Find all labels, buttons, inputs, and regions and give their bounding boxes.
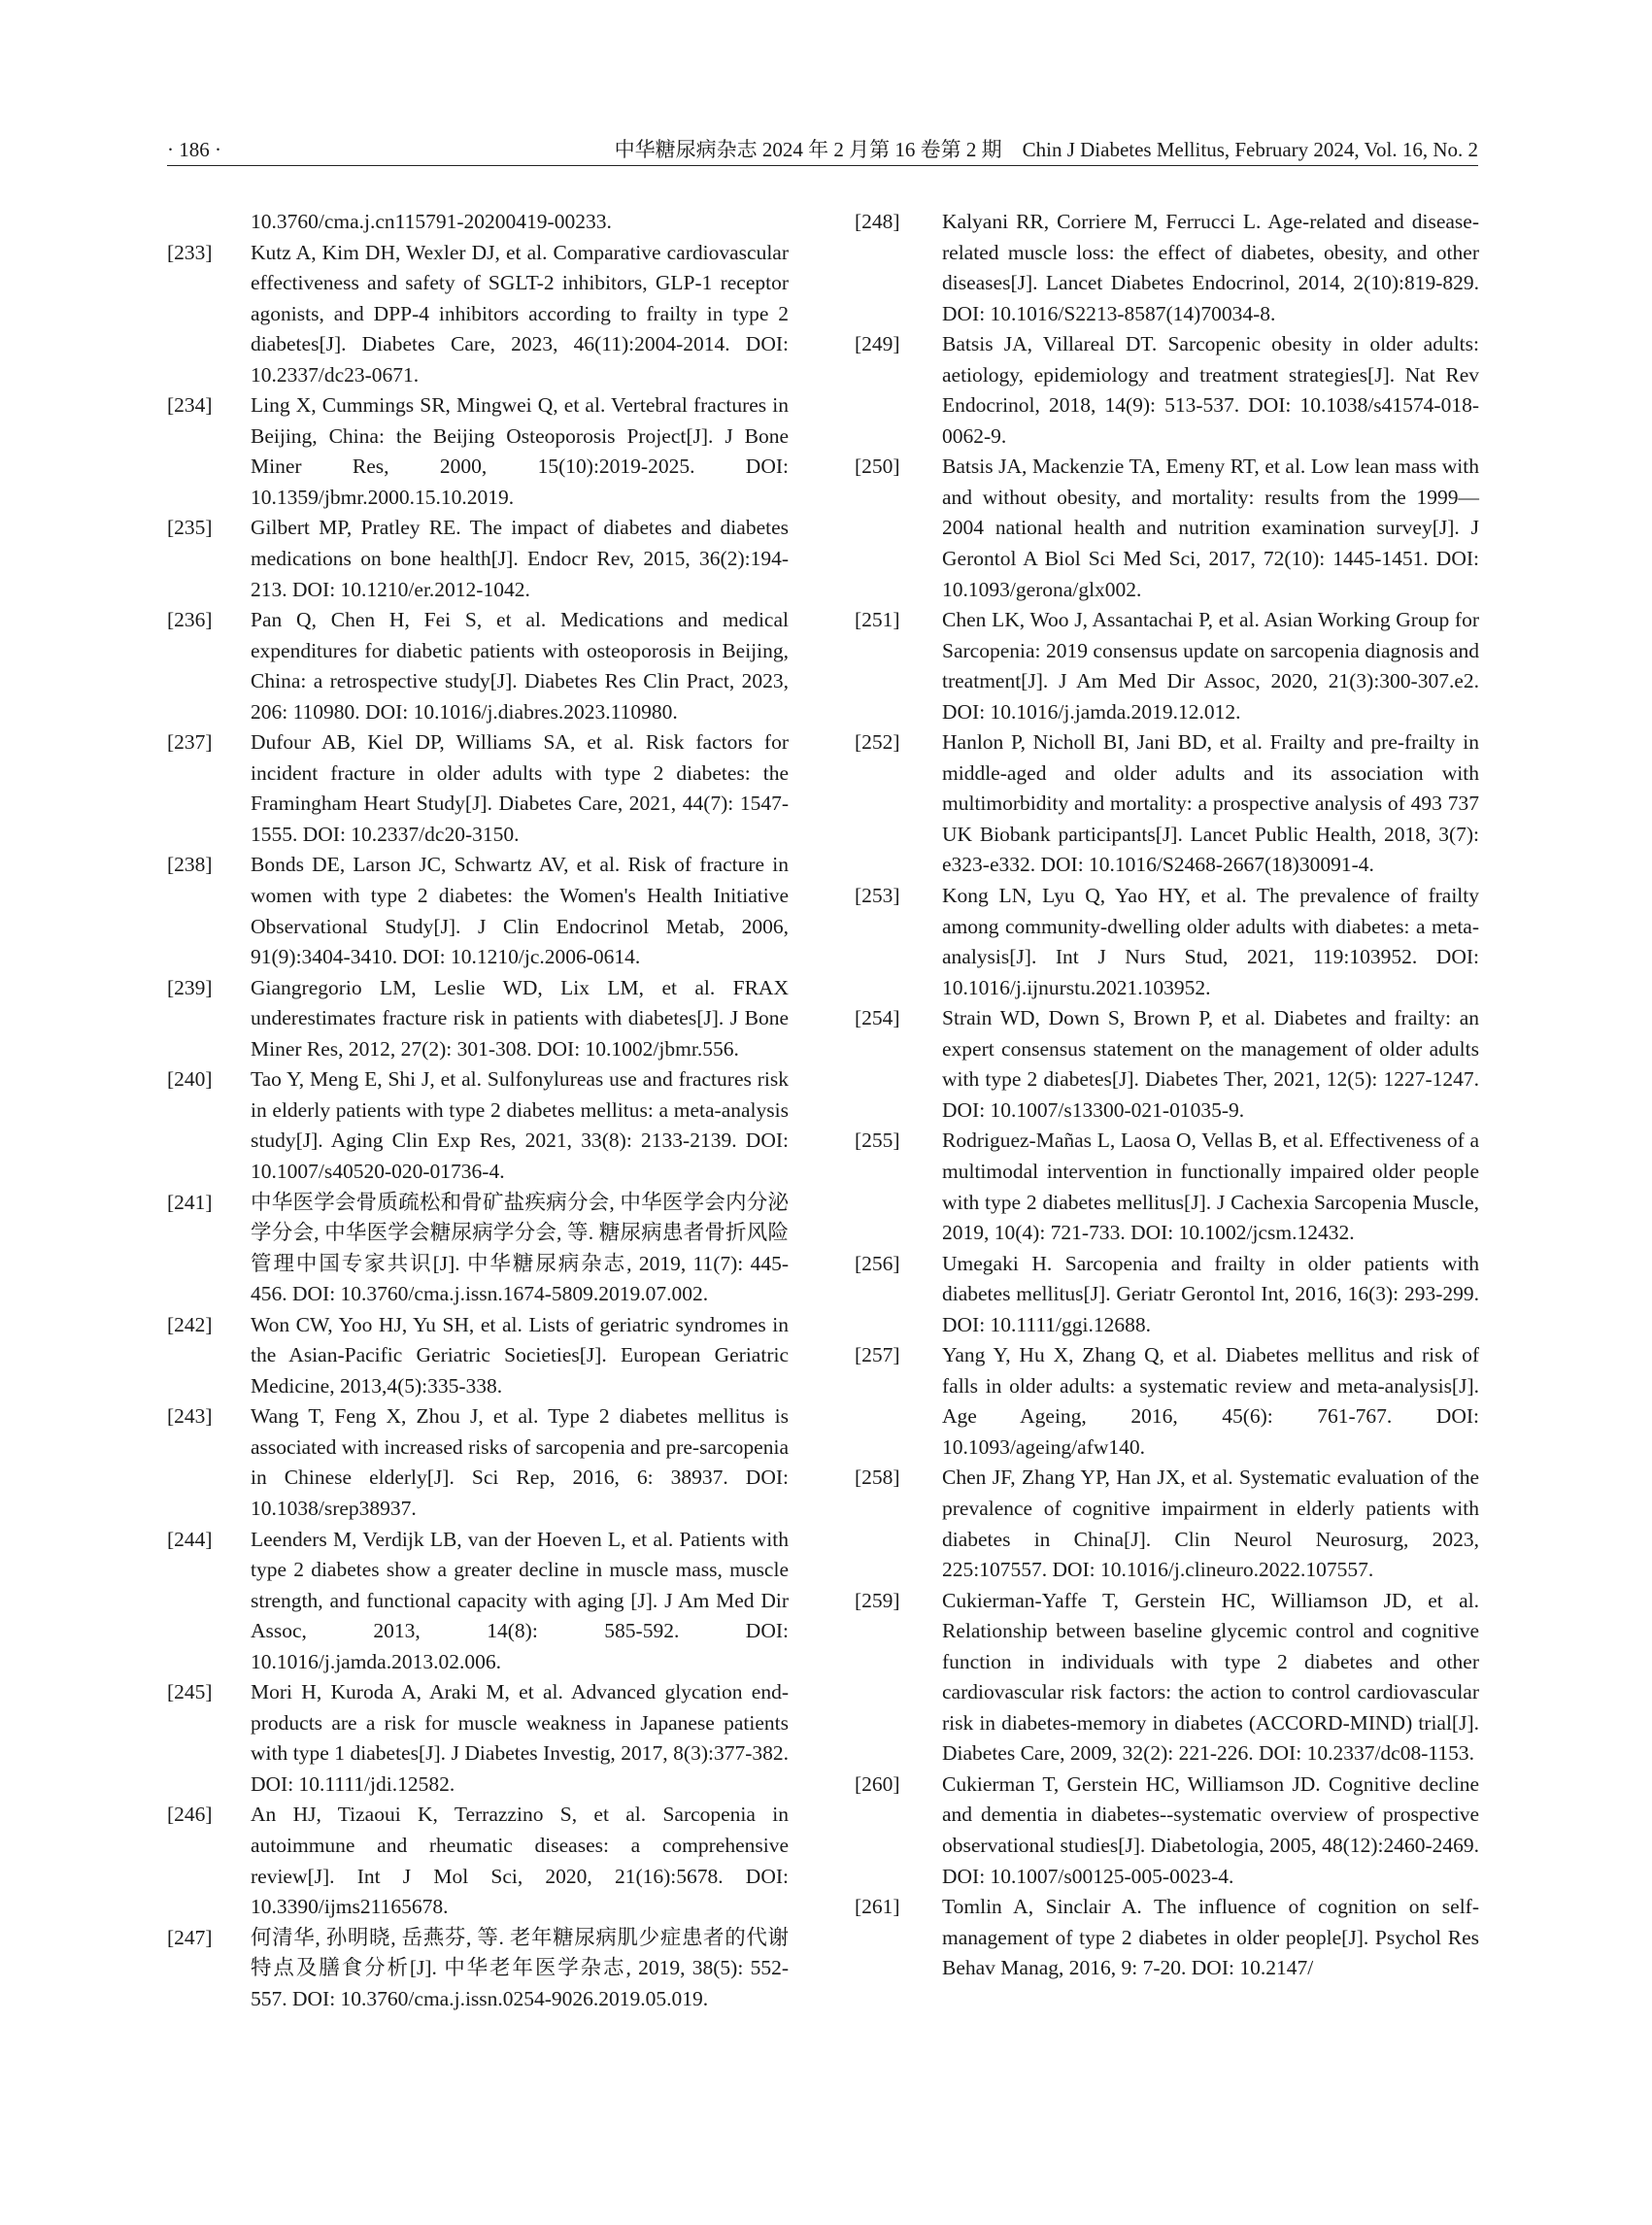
- reference-entry: [855, 1249, 1479, 1341]
- reference-text: Gilbert MP, Pratley RE. The impact of diabetes and diabetes medications on bone health[J]. Endocr Rev, 2015, 36(2):194-213. DOI: 10.1210/er.2012-1042.: [251, 516, 789, 601]
- reference-number: [261]: [855, 1895, 900, 1919]
- reference-entry: [167, 850, 789, 972]
- reference-entry: [167, 1310, 789, 1402]
- reference-list-left: [167, 238, 789, 2015]
- reference-entry: [855, 881, 1479, 1003]
- reference-entry: [167, 238, 789, 391]
- reference-number: [239]: [167, 975, 213, 999]
- reference-text: Kalyani RR, Corriere M, Ferrucci L. Age-related and disease-related muscle loss: the effect of diabetes, obesity, and other diseases[J]. Lancet Diabetes Endocrinol, 2014, 2(10):819-829. DOI: 10.1016/S2213-8587(14)70034-8.: [942, 210, 1479, 325]
- reference-text: Kutz A, Kim DH, Wexler DJ, et al. Comparative cardiovascular effectiveness and safety of SGLT-2 inhibitors, GLP-1 receptor agonists, and DPP-4 inhibitors according to frailty in type 2 diabetes[J]. Diabetes Care, 2023, 46(11):2004-2014. DOI: 10.2337/dc23-0671.: [251, 240, 789, 387]
- reference-list-right: [855, 207, 1479, 1984]
- reference-number: [258]: [855, 1466, 900, 1490]
- reference-number: [259]: [855, 1588, 900, 1612]
- reference-text: Wang T, Feng X, Zhou J, et al. Type 2 diabetes mellitus is associated with increased risks of sarcopenia and pre-sarcopenia in Chinese elderly[J]. Sci Rep, 2016, 6: 38937. DOI: 10.1038/srep38937.: [251, 1404, 789, 1520]
- reference-entry: [167, 1525, 789, 1678]
- reference-number: [236]: [167, 608, 213, 632]
- reference-number: [256]: [855, 1251, 900, 1275]
- reference-text: Dufour AB, Kiel DP, Williams SA, et al. Risk factors for incident fracture in older adults with type 2 diabetes: the Framingham Heart Study[J]. Diabetes Care, 2021, 44(7): 1547-1555. DOI: 10.2337/dc20-3150.: [251, 730, 789, 846]
- reference-text: Batsis JA, Mackenzie TA, Emeny RT, et al. Low lean mass with and without obesity, and mortality: results from the 1999—2004 national health and nutrition examination survey[J]. J Gerontol A Biol Sci Med Sci, 2017, 72(10): 1445-1451. DOI: 10.1093/gerona/glx002.: [942, 455, 1479, 601]
- reference-text: Mori H, Kuroda A, Araki M, et al. Advanced glycation end-products are a risk for muscle weakness in Japanese patients with type 1 diabetes[J]. J Diabetes Investig, 2017, 8(3):377-382. DOI: 10.1111/jdi.12582.: [251, 1680, 789, 1796]
- reference-entry: [167, 513, 789, 605]
- reference-text: Cukierman T, Gerstein HC, Williamson JD. Cognitive decline and dementia in diabetes--systematic overview of prospective observational studies[J]. Diabetologia, 2005, 48(12):2460-2469. DOI: 10.1007/s00125-005-0023-4.: [942, 1771, 1479, 1888]
- reference-number: [253]: [855, 884, 900, 908]
- reference-number: [235]: [167, 516, 213, 540]
- reference-continuation: 10.3760/cma.j.cn115791-20200419-00233.: [251, 210, 612, 233]
- page-number: · 186 ·: [167, 138, 221, 161]
- reference-text: Won CW, Yoo HJ, Yu SH, et al. Lists of geriatric syndromes in the Asian-Pacific Geriatric Societies[J]. European Geriatric Medicine, 2013,4(5):335-338.: [251, 1312, 789, 1398]
- reference-number: [240]: [167, 1067, 213, 1092]
- reference-text: Umegaki H. Sarcopenia and frailty in older patients with diabetes mellitus[J]. Geriatr Gerontol Int, 2016, 16(3): 293-299. DOI: 10.1111/ggi.12688.: [942, 1251, 1479, 1336]
- reference-text: Bonds DE, Larson JC, Schwartz AV, et al. Risk of fracture in women with type 2 diabetes: the Women's Health Initiative Observational Study[J]. J Clin Endocrinol Metab, 2006, 91(9):3404-3410. DOI: 10.1210/jc.2006-0614.: [251, 853, 789, 969]
- reference-number: [248]: [855, 210, 900, 233]
- reference-number: [255]: [855, 1129, 900, 1153]
- reference-entry: [167, 605, 789, 727]
- reference-entry: [855, 207, 1479, 329]
- reference-entry: [855, 1003, 1479, 1126]
- reference-number: [254]: [855, 1006, 900, 1030]
- reference-entry: [855, 1340, 1479, 1463]
- reference-text: Chen LK, Woo J, Assantachai P, et al. Asian Working Group for Sarcopenia: 2019 consensus update on sarcopenia diagnosis and treatment[J]. J Am Med Dir Assoc, 2020, 21(3):300-307.e2. DOI: 10.1016/j.jamda.2019.12.012.: [942, 608, 1479, 724]
- reference-entry: [167, 973, 789, 1065]
- reference-text: Leenders M, Verdijk LB, van der Hoeven L, et al. Patients with type 2 diabetes show a greater decline in muscle mass, muscle strength, and functional capacity with aging [J]. J Am Med Dir Assoc, 2013, 14(8): 585-592. DOI: 10.1016/j.jamda.2013.02.006.: [251, 1527, 789, 1673]
- reference-text: Cukierman-Yaffe T, Gerstein HC, Williamson JD, et al. Relationship between baseline glycemic control and cognitive function in individuals with type 2 diabetes and other cardiovascular risk factors: the action to control cardiovascular risk in diabetes-memory in diabetes (ACCORD-MIND) trial[J]. Diabetes Care, 2009, 32(2): 221-226. DOI: 10.2337/dc08-1153.: [942, 1588, 1479, 1766]
- reference-text: Tao Y, Meng E, Shi J, et al. Sulfonylureas use and fractures risk in elderly patients with type 2 diabetes mellitus: a meta-analysis study[J]. Aging Clin Exp Res, 2021, 33(8): 2133-2139. DOI: 10.1007/s40520-020-01736-4.: [251, 1067, 789, 1183]
- reference-number: [237]: [167, 730, 213, 755]
- reference-number: [238]: [167, 853, 213, 877]
- reference-entry: [167, 390, 789, 513]
- reference-number: [244]: [167, 1527, 213, 1551]
- reference-entry: [855, 1892, 1479, 1984]
- reference-text: Giangregorio LM, Leslie WD, Lix LM, et al. FRAX underestimates fracture risk in patients with diabetes[J]. J Bone Miner Res, 2012, 27(2): 301-308. DOI: 10.1002/jbmr.556.: [251, 975, 789, 1061]
- reference-number: [234]: [167, 393, 213, 418]
- reference-entry: [855, 727, 1479, 881]
- reference-entry: [855, 1586, 1479, 1770]
- reference-number: [250]: [855, 455, 900, 479]
- running-header: [167, 136, 1478, 166]
- reference-number: [247]: [167, 1925, 213, 1949]
- journal-citation-line: 中华糖尿病杂志 2024 年 2 月第 16 卷第 2 期 Chin J Diabetes Mellitus, February 2024, Vol. 16, No. 2: [614, 138, 1478, 161]
- reference-entry: [167, 727, 789, 850]
- reference-number: [251]: [855, 608, 900, 632]
- reference-entry: [167, 1401, 789, 1524]
- reference-column-right: [855, 207, 1479, 1984]
- reference-text: Chen JF, Zhang YP, Han JX, et al. Systematic evaluation of the prevalence of cognitive impairment in elderly patients with diabetes in China[J]. Clin Neurol Neurosurg, 2023, 225:107557. DOI: 10.1016/j.clineuro.2022.107557.: [942, 1466, 1479, 1582]
- reference-entry: [855, 329, 1479, 452]
- reference-text: Yang Y, Hu X, Zhang Q, et al. Diabetes mellitus and risk of falls in older adults: a systematic review and meta-analysis[J]. Age Ageing, 2016, 45(6): 761-767. DOI: 10.1093/ageing/afw140.: [942, 1343, 1479, 1459]
- reference-text: Hanlon P, Nicholl BI, Jani BD, et al. Frailty and pre-frailty in middle-aged and older adults and its association with multimorbidity and mortality: a prospective analysis of 493 737 UK Biobank participants[J]. Lancet Public Health, 2018, 3(7): e323-e332. DOI: 10.1016/S2468-2667(18)30091-4.: [942, 730, 1479, 877]
- reference-text: 何清华, 孙明晓, 岳燕芬, 等. 老年糖尿病肌少症患者的代谢特点及膳食分析[J]. 中华老年医学杂志, 2019, 38(5): 552-557. DOI: 10.3760/cma.j.issn.0254-9026.2019.05.019.: [251, 1925, 789, 2010]
- reference-text: Batsis JA, Villareal DT. Sarcopenic obesity in older adults: aetiology, epidemiology and treatment strategies[J]. Nat Rev Endocrinol, 2018, 14(9): 513-537. DOI: 10.1038/s41574-018-0062-9.: [942, 332, 1479, 448]
- reference-text: Kong LN, Lyu Q, Yao HY, et al. The prevalence of frailty among community-dwelling older adults with diabetes: a meta-analysis[J]. Int J Nurs Stud, 2021, 119:103952. DOI: 10.1016/j.ijnurstu.2021.103952.: [942, 884, 1479, 999]
- reference-number: [243]: [167, 1404, 213, 1429]
- reference-number: [257]: [855, 1343, 900, 1367]
- reference-text: Strain WD, Down S, Brown P, et al. Diabetes and frailty: an expert consensus statement on the management of older adults with type 2 diabetes[J]. Diabetes Ther, 2021, 12(5): 1227-1247. DOI: 10.1007/s13300-021-01035-9.: [942, 1006, 1479, 1122]
- reference-entry: [855, 605, 1479, 727]
- reference-entry: [167, 1923, 789, 2015]
- reference-number: [249]: [855, 332, 900, 356]
- reference-entry: [167, 1677, 789, 1800]
- reference-entry: [855, 1463, 1479, 1585]
- reference-number: [246]: [167, 1803, 213, 1827]
- reference-text: An HJ, Tizaoui K, Terrazzino S, et al. Sarcopenia in autoimmune and rheumatic diseases: a comprehensive review[J]. Int J Mol Sci, 2020, 21(16):5678. DOI: 10.3390/ijms21165678.: [251, 1803, 789, 1919]
- reference-number: [233]: [167, 240, 213, 264]
- reference-number: [260]: [855, 1771, 900, 1796]
- reference-text: Pan Q, Chen H, Fei S, et al. Medications and medical expenditures for diabetic patients with osteoporosis in Beijing, China: a retrospective study[J]. Diabetes Res Clin Pract, 2023, 206: 110980. DOI: 10.1016/j.diabres.2023.110980.: [251, 608, 789, 724]
- reference-number: [241]: [167, 1190, 213, 1214]
- reference-column-left: [167, 207, 789, 2014]
- reference-number: [242]: [167, 1312, 213, 1336]
- reference-entry: [855, 1770, 1479, 1892]
- reference-text: 中华医学会骨质疏松和骨矿盐疾病分会, 中华医学会内分泌学分会, 中华医学会糖尿病学分会, 等. 糖尿病患者骨折风险管理中国专家共识[J]. 中华糖尿病杂志, 2019, 11(7): 445-456. DOI: 10.3760/cma.j.issn.1674-5809.2019.07.002.: [251, 1190, 789, 1306]
- reference-text: Rodriguez-Mañas L, Laosa O, Vellas B, et al. Effectiveness of a multimodal intervention in functionally impaired older people with type 2 diabetes mellitus[J]. J Cachexia Sarcopenia Muscle, 2019, 10(4): 721-733. DOI: 10.1002/jcsm.12432.: [942, 1129, 1479, 1245]
- reference-number: [245]: [167, 1680, 213, 1704]
- reference-text: Ling X, Cummings SR, Mingwei Q, et al. Vertebral fractures in Beijing, China: the Beijing Osteoporosis Project[J]. J Bone Miner Res, 2000, 15(10):2019-2025. DOI: 10.1359/jbmr.2000.15.10.2019.: [251, 393, 789, 509]
- reference-entry: [167, 1188, 789, 1310]
- reference-entry: [167, 1064, 789, 1187]
- reference-number: [252]: [855, 730, 900, 755]
- reference-entry: [855, 1126, 1479, 1248]
- reference-entry: [855, 452, 1479, 605]
- reference-text: Tomlin A, Sinclair A. The influence of cognition on self-management of type 2 diabetes in older people[J]. Psychol Res Behav Manag, 2016, 9: 7-20. DOI: 10.2147/: [942, 1895, 1479, 1980]
- reference-entry: [167, 1800, 789, 1922]
